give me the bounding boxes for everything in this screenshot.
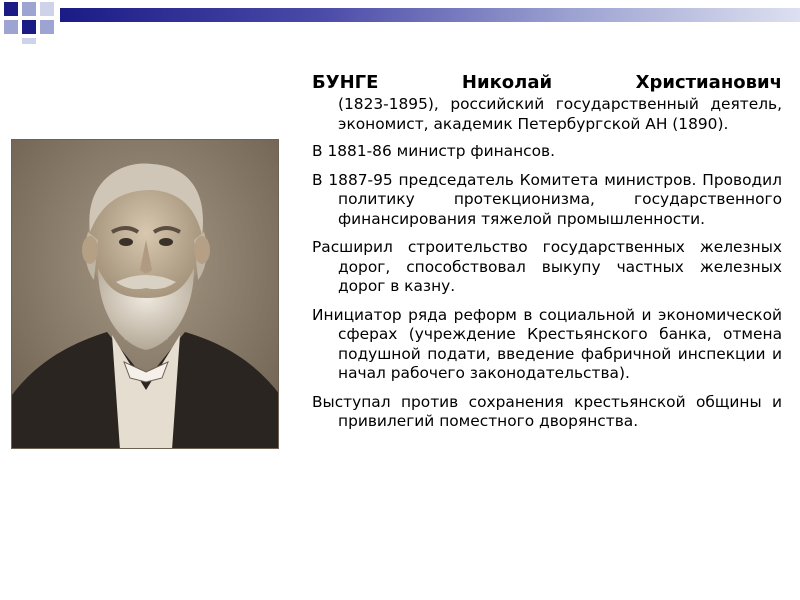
header-decoration [0,0,800,44]
decor-square-icon [4,20,18,34]
paragraph-reforms: Инициатор ряда реформ в социальной и экономической сферах (учреждение Крестьянского банка, отмена подушной подати, введение фабричной инспекции и начал рабочего законодательства). [312,305,782,382]
biography-text [312,71,782,441]
decor-square-icon [22,2,36,16]
paragraph-minister: В 1881-86 министр финансов. [312,142,555,160]
portrait-icon [12,140,279,449]
decor-square-icon [22,20,36,34]
decor-square-icon [4,2,18,16]
intro-paragraph: (1823-1895), российский государственный деятель, экономист, академик Петербургской АН (1890). [338,95,782,133]
page-title [312,71,782,95]
paragraph-railways: Расширил строительство государственных железных дорог, способствовал выкупу частных железных дорог в казну. [312,238,782,295]
decor-square-icon [22,38,36,44]
portrait-photo [11,139,279,449]
decor-square-icon [40,20,54,34]
paragraph-community: Выступал против сохранения крестьянской общины и привилегий поместного дворянства. [312,392,782,430]
title-first-name: Николай [461,72,553,93]
title-patronymic: Христианович [635,72,782,93]
paragraph-committee: В 1887-95 председатель Комитета министров. Проводил политику протекционизма, государственного финансирования тяжелой промышленности. [312,170,782,228]
decor-square-icon [40,2,54,16]
header-gradient-bar [60,8,800,22]
title-surname: БУНГЕ [312,72,379,93]
